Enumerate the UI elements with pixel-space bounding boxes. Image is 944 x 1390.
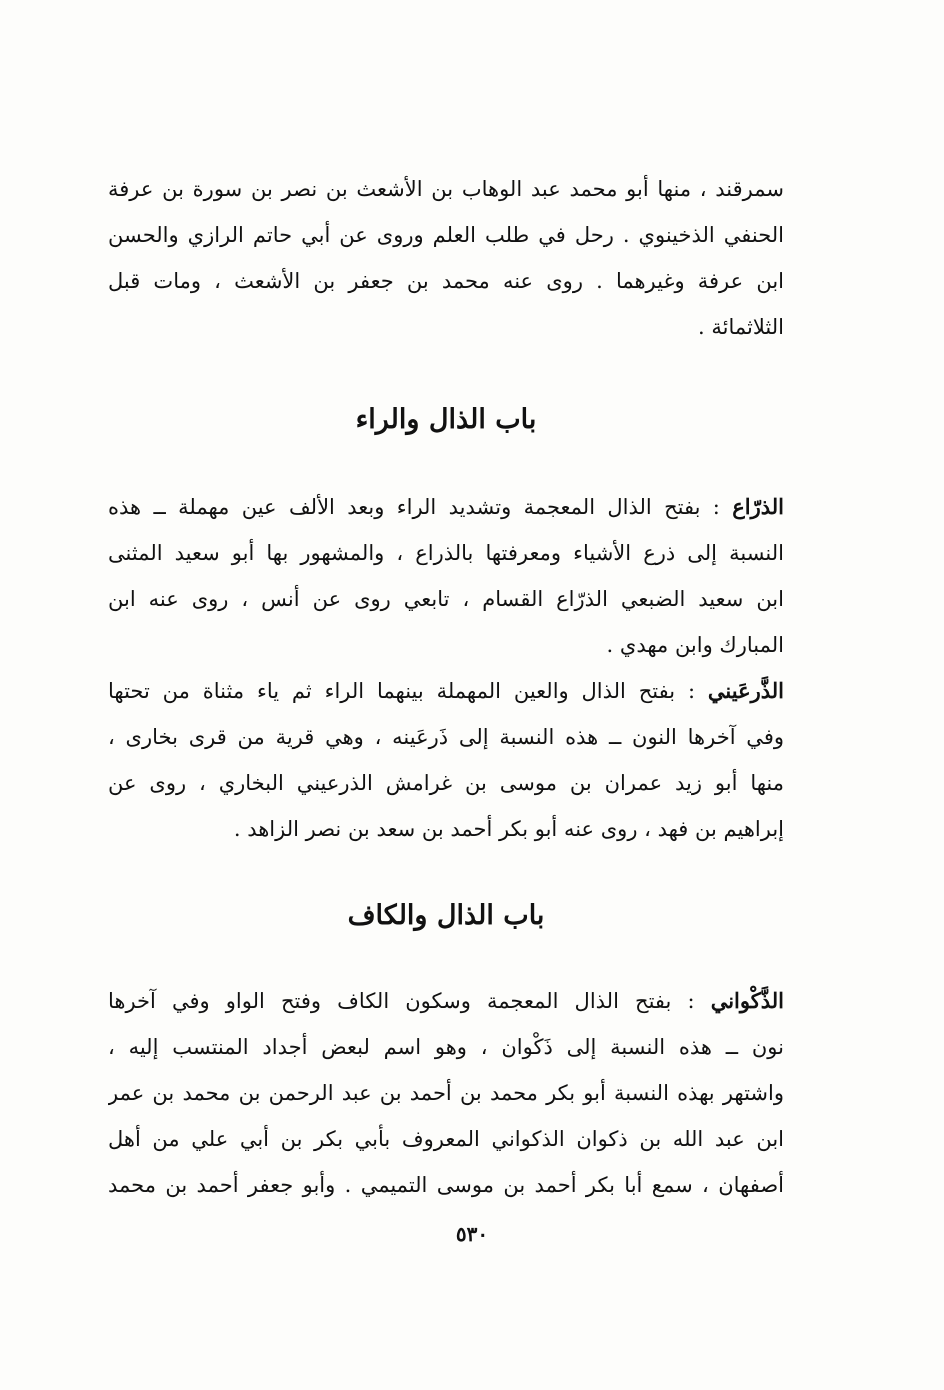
entry-dharaini-line-3: منها أبو زيد عمران بن موسى بن غرامش الذرعيني البخاري ، روى عن xyxy=(108,771,784,795)
entry-dhirra-line-2: النسبة إلى ذرع الأشياء ومعرفتها بالذراع ، والمشهور بها أبو سعيد المثنى xyxy=(108,541,784,565)
entry-dhirra xyxy=(108,484,784,668)
entry-term: الذرّاع xyxy=(732,494,784,519)
entry-dhirra-line-1-rest: : بفتح الذال المعجمة وتشديد الراء وبعد الألف عين مهملة ــ هذه xyxy=(108,495,733,519)
entry-dhakwani-line-5: أصفهان ، سمع أبا بكر أحمد بن موسى التميمي . وأبو جعفر أحمد بن محمد xyxy=(108,1173,784,1197)
intro-line-2: الحنفي الذخينوي . رحل في طلب العلم وروى عن أبي حاتم الرازي والحسن xyxy=(108,223,784,247)
entry-dhakwani-line-1 xyxy=(108,978,784,1024)
entry-dharaini-line-4: إبراهيم بن فهد ، روى عنه أبو بكر أحمد بن سعد بن نصر الزاهد . xyxy=(233,817,784,841)
entry-dhirra-line-3: ابن سعيد الضبعي الذرّاع القسام ، تابعي روى عن أنس ، روى عنه ابن xyxy=(108,587,784,611)
entry-dharaini xyxy=(108,668,784,852)
entry-dhakwani-line-4: ابن عبد الله بن ذكوان الذكواني المعروف بأبي بكر بن أبي علي من أهل xyxy=(108,1127,784,1151)
entry-dharaini-line-1-rest: : بفتح الذال والعين المهملة بينهما الراء ثم ياء مثناة من تحتها xyxy=(108,679,708,703)
entry-dhakwani xyxy=(108,978,784,1208)
intro-line-4: الثلاثمائة . xyxy=(698,315,784,339)
section-heading-dhal-kaf: باب الذال والكاف xyxy=(347,900,545,931)
section-heading-dhal-ra: باب الذال والراء xyxy=(355,404,537,435)
entry-term: الذَّكْواني xyxy=(710,988,784,1013)
entry-term: الذَّرعَيني xyxy=(707,678,784,703)
entry-dhirra-line-4: المبارك وابن مهدي . xyxy=(606,633,784,657)
intro-paragraph xyxy=(108,166,784,350)
entry-dharaini-line-2: وفي آخرها النون ــ هذه النسبة إلى ذَرعَينه ، وهي قرية من قرى بخارى ، xyxy=(108,725,784,749)
page-number: ٥٣٠ xyxy=(455,1222,489,1246)
entry-dhakwani-line-2: نون ــ هذه النسبة إلى ذَكْوان ، وهو اسم لبعض أجداد المنتسب إليه ، xyxy=(108,1035,784,1059)
entry-dhakwani-line-3: واشتهر بهذه النسبة أبو بكر محمد بن أحمد بن عبد الرحمن بن محمد بن عمر xyxy=(108,1081,784,1105)
intro-line-1: سمرقند ، منها أبو محمد عبد الوهاب بن الأشعث بن نصر بن سورة بن عرفة xyxy=(108,177,784,201)
entry-dhirra-line-1 xyxy=(108,484,784,530)
entry-dharaini-line-1 xyxy=(108,668,784,714)
entry-dhakwani-line-1-rest: : بفتح الذال المعجمة وسكون الكاف وفتح الواو وفي آخرها xyxy=(108,989,711,1013)
intro-line-3: ابن عرفة وغيرهما . روى عنه محمد بن جعفر بن الأشعث ، ومات قبل xyxy=(108,269,784,293)
